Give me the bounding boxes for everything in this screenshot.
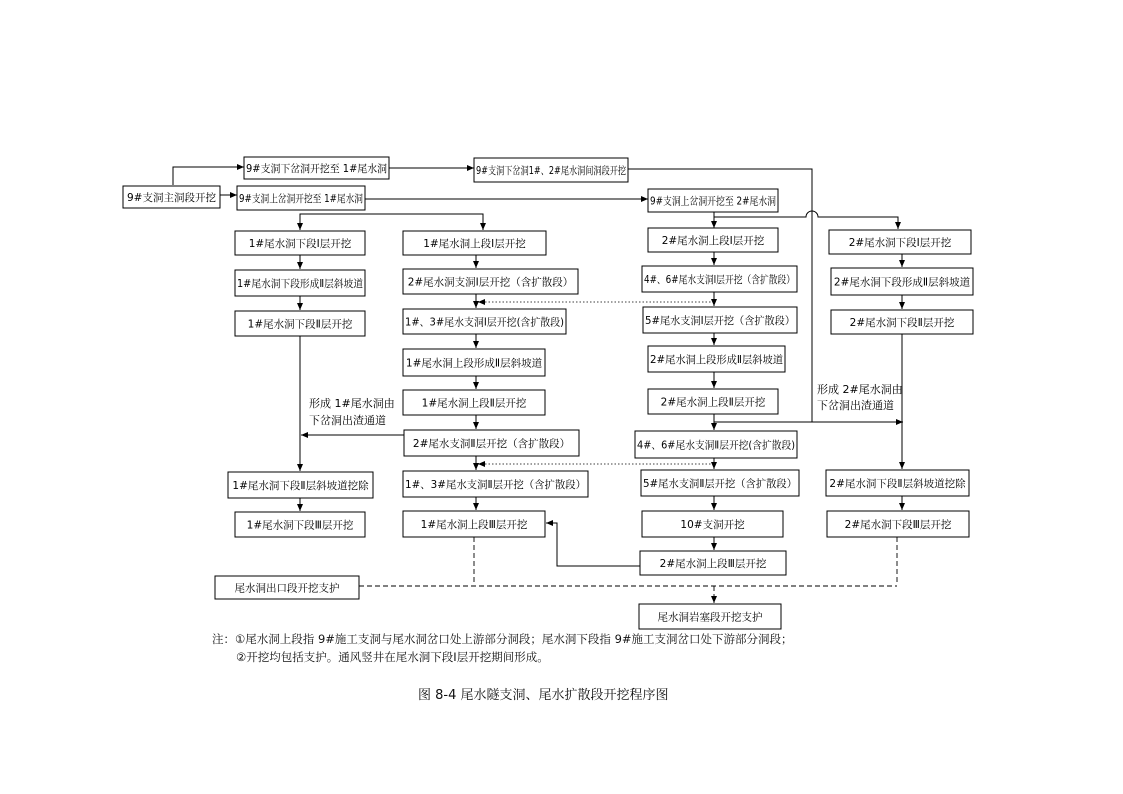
node-label: 1#尾水洞上段Ⅲ层开挖 [420, 519, 528, 531]
node-c2-6 [404, 430, 579, 456]
node-label: 2#尾水洞上段形成Ⅱ层斜坡道 [650, 354, 787, 366]
node-c2-3 [403, 309, 574, 334]
node-label: 1#尾水洞下段Ⅱ层开挖 [247, 318, 353, 331]
node-label: 1#尾水洞上段Ⅰ层开挖 [423, 238, 526, 250]
node-label: 1#尾水洞下段Ⅰ层开挖 [248, 238, 352, 250]
node-label: 1#尾水洞下段形成Ⅱ层斜坡道 [237, 278, 374, 290]
node-lower-top [237, 186, 389, 210]
right-label-line-2: 下岔洞出渣通道 [817, 399, 894, 412]
node-label: 1#、3#尾水支洞Ⅱ层开挖（含扩散段） [405, 479, 589, 491]
node-label: 2#尾水洞下段Ⅱ层斜坡道挖除 [829, 478, 966, 490]
node-label: 2#尾水洞支洞Ⅰ层开挖（含扩散段） [407, 276, 574, 289]
node-c3-9 [640, 551, 786, 575]
left-label-line-2: 下岔洞出渣通道 [309, 414, 386, 427]
node-c2-1 [403, 231, 546, 255]
node-label: 2#尾水洞上段Ⅱ层开挖 [660, 396, 766, 409]
node-c3-8 [642, 511, 783, 537]
node-c4-2 [831, 268, 973, 295]
node-label: 2#尾水洞上段Ⅲ层开挖 [659, 558, 767, 570]
note-line-1: 注：①尾水洞上段指 9#施工支洞与尾水洞岔口处上游部分洞段；尾水洞下段指 9#施工支洞岔口处下游部分洞段； [212, 632, 793, 646]
node-main [123, 186, 220, 208]
node-exit [215, 576, 359, 599]
node-c2-8 [403, 511, 545, 537]
node-c2-2 [403, 269, 578, 294]
node-r-top [648, 189, 800, 212]
node-label: 5#尾水支洞Ⅰ层开挖（含扩散段） [645, 315, 801, 327]
left-label-line-1: 形成 1#尾水洞由 [309, 397, 395, 410]
node-label: 4#、6#尾水支洞Ⅱ层开挖(含扩散段) [637, 439, 808, 452]
node-c3-4 [648, 346, 785, 372]
node-upper-top [244, 157, 396, 179]
node-c1-3 [235, 311, 365, 336]
node-plug [639, 604, 781, 629]
node-label: 9#支洞下岔洞1#、2#尾水洞间洞段开挖 [476, 165, 670, 177]
node-label: 2#尾水支洞Ⅱ层开挖（含扩散段） [412, 438, 571, 450]
node-c1-4 [228, 472, 373, 498]
node-label: 2#尾水洞下段形成Ⅱ层斜坡道 [833, 276, 971, 289]
node-label: 1#尾水洞下段Ⅱ层斜坡道挖除 [232, 480, 369, 492]
node-c2-7 [403, 471, 588, 497]
node-label: 5#尾水支洞Ⅱ层开挖（含扩散段） [643, 478, 801, 490]
node-c2-5 [403, 390, 545, 415]
node-label: 1#尾水洞上段形成Ⅱ层斜坡道 [405, 357, 543, 370]
node-c3-6 [635, 431, 808, 458]
node-label: 2#尾水洞下段Ⅱ层开挖 [849, 317, 955, 329]
note-line-2: ②开挖均包括支护。通风竖井在尾水洞下段Ⅰ层开挖期间形成。 [236, 650, 549, 664]
node-label: 尾水洞岩塞段开挖支护 [657, 611, 763, 624]
node-c2-4 [403, 349, 545, 376]
right-label-line-1: 形成 2#尾水洞由 [817, 383, 903, 396]
node-c3-5 [648, 389, 778, 414]
node-c4-3 [831, 310, 973, 334]
node-c1-5 [235, 512, 365, 537]
node-label: 2#尾水洞下段Ⅰ层开挖 [848, 237, 952, 249]
node-mid-top [474, 158, 670, 182]
node-label: 尾水洞出口段开挖支护 [234, 582, 340, 595]
node-label: 1#尾水洞上段Ⅱ层开挖 [421, 397, 527, 410]
node-label: 2#尾水洞下段Ⅲ层开挖 [844, 519, 952, 531]
node-c3-1 [648, 228, 778, 252]
node-label: 9#支洞主洞段开挖 [127, 192, 216, 204]
figure-caption: 图 8-4 尾水隧支洞、尾水扩散段开挖程序图 [418, 688, 669, 703]
node-c4-4 [826, 470, 969, 496]
node-label: 9#支洞上岔洞开挖至 1#尾水洞 [239, 193, 389, 205]
node-label: 4#、6#尾水支洞Ⅰ层开挖（含扩散段） [644, 274, 826, 286]
node-c3-7 [641, 470, 799, 496]
node-c1-2 [235, 270, 374, 296]
node-c4-1 [829, 230, 971, 254]
node-label: 1#尾水洞下段Ⅲ层开挖 [246, 519, 354, 532]
node-c3-2 [642, 266, 826, 292]
node-label: 1#、3#尾水支洞Ⅰ层开挖(含扩散段) [405, 316, 574, 329]
node-label: 9#支洞下岔洞开挖至 1#尾水洞 [246, 163, 396, 175]
node-label: 2#尾水洞上段Ⅰ层开挖 [661, 235, 765, 247]
node-c1-1 [235, 231, 365, 255]
node-label: 10#支洞开挖 [680, 519, 745, 531]
node-c4-5 [827, 511, 969, 537]
node-label: 9#支洞上岔洞开挖至 2#尾水洞 [650, 195, 800, 208]
node-c3-3 [643, 307, 801, 333]
